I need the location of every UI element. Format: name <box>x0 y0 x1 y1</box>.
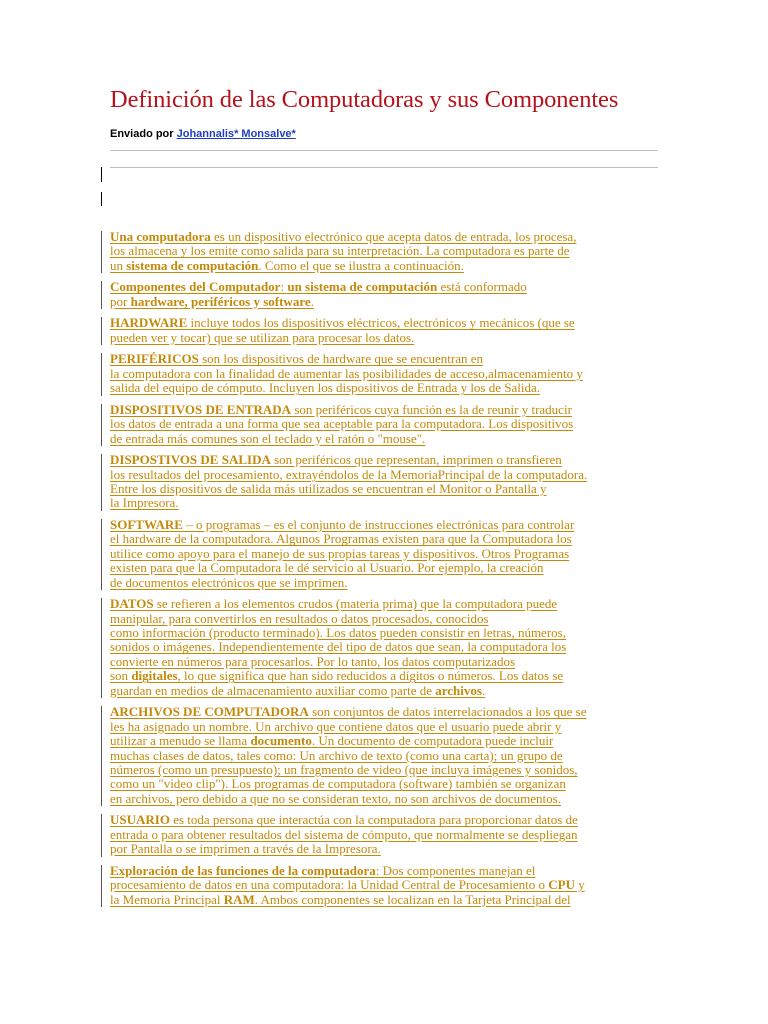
text-link[interactable]: de documentos electrónicos que se imprimen. <box>110 574 348 590</box>
article-paragraph[interactable] <box>110 230 670 273</box>
text-link[interactable]: el hardware de la computadora. Algunos Programas existen para que la Computadora los <box>110 531 572 547</box>
paragraph-line <box>110 576 670 590</box>
paragraph-line <box>110 259 670 273</box>
bold-term-link[interactable]: un sistema de computación <box>287 279 438 295</box>
text-link[interactable]: les ha asignado un nombre. Un archivo que contiene datos que el usuario puede abrir y <box>110 718 562 734</box>
text-link[interactable]: por <box>110 293 131 309</box>
article-paragraph[interactable] <box>110 705 670 806</box>
text-link[interactable]: como un "video clip"). Los programas de computadora (software) también se organizan <box>110 776 566 792</box>
paragraph-line <box>110 626 670 640</box>
text-link[interactable]: la Impresora. <box>110 495 179 511</box>
paragraph-line <box>110 432 670 446</box>
bold-term-link[interactable]: USUARIO <box>110 812 170 828</box>
text-link[interactable]: utilizar a menudo se llama <box>110 733 251 749</box>
text-link[interactable]: los resultados del procesamiento, extrayéndolos de la MemoriaPrincipal de la computadora. <box>110 466 588 482</box>
paragraph-line <box>110 813 670 827</box>
paragraph-line <box>110 720 670 734</box>
article-paragraph[interactable] <box>110 864 670 907</box>
paragraph-line <box>110 878 670 892</box>
text-link[interactable]: . <box>310 293 314 309</box>
text-link[interactable]: son periféricos que representan, imprimen o transfieren <box>270 452 562 468</box>
text-link[interactable]: de entrada más comunes son el teclado y el ratón o "mouse". <box>110 430 426 446</box>
article-paragraph[interactable] <box>110 453 670 511</box>
paragraph-line <box>110 417 670 431</box>
text-link[interactable]: muchas clases de datos, tales como: Un archivo de texto (como una carta); un grupo de <box>110 747 563 763</box>
paragraph-line <box>110 295 670 309</box>
text-link[interactable]: está conformado <box>437 279 527 295</box>
paragraph-line <box>110 763 670 777</box>
paragraph-line <box>110 749 670 763</box>
text-link[interactable]: Entre los dispositivos de salida más utilizados se encuentran el Monitor o Pantalla y <box>110 481 547 497</box>
text-link[interactable]: son periféricos cuya función es la de reunir y traducir <box>291 401 572 417</box>
divider-top <box>110 150 658 151</box>
text-link[interactable]: números (como un presupuesto); un fragmento de video (que incluya imágenes y sonidos, <box>110 761 578 777</box>
text-link[interactable]: : <box>280 279 288 295</box>
article-paragraph[interactable] <box>110 280 670 309</box>
text-link[interactable]: es un dispositivo electrónico que acepta datos de entrada, los procesa, <box>210 229 577 244</box>
bold-term-link[interactable]: hardware, periféricos y software <box>130 293 311 309</box>
paragraph-line <box>110 612 670 626</box>
bold-term-link[interactable]: DATOS <box>110 596 154 612</box>
text-link[interactable]: . Un documento de computadora puede incluir <box>311 733 554 749</box>
text-link[interactable]: como información (producto terminado). Los datos pueden consistir en letras, números, <box>110 625 566 641</box>
paragraph-line <box>110 669 670 683</box>
text-link[interactable]: procesamiento de datos en una computadora: la Unidad Central de Procesamiento o <box>110 877 549 893</box>
bold-term-link[interactable]: DISPOSITIVOS DE ENTRADA <box>110 401 292 417</box>
text-link[interactable]: es toda persona que interactúa con la computadora para proporcionar datos de <box>169 812 578 828</box>
bold-term-link[interactable]: sistema de computación <box>126 257 259 273</box>
byline-prefix: Enviado por <box>110 128 174 140</box>
article-paragraph[interactable] <box>110 316 670 345</box>
paragraph-line <box>110 640 670 654</box>
text-link[interactable]: salida del equipo de cómputo. Incluyen los dispositivos de Entrada y los de Salida. <box>110 380 541 396</box>
paragraph-line <box>110 381 670 395</box>
author-link[interactable]: Johannalis* Monsalve* <box>176 128 296 140</box>
paragraph-line <box>110 453 670 467</box>
text-link[interactable]: incluye todos los dispositivos eléctricos, electrónicos y mecánicos (que se <box>187 315 575 331</box>
paragraph-line <box>110 655 670 669</box>
paragraph-line <box>110 597 670 611</box>
paragraph-line <box>110 468 670 482</box>
text-link[interactable]: pueden ver y tocar) que se utilizan para procesar los datos. <box>110 329 415 345</box>
bold-term-link[interactable]: SOFTWARE <box>110 517 183 533</box>
text-link[interactable]: utilice como apoyo para el manejo de sus propias tareas y dispositivos. Otros Programas <box>110 545 570 561</box>
text-link[interactable]: guardan en medios de almacenamiento auxiliar como parte de <box>110 682 436 698</box>
text-link[interactable]: convierte en números para procesarlos. Por lo tanto, los datos computarizados <box>110 653 516 669</box>
paragraph-line <box>110 684 670 698</box>
paragraph-line <box>110 230 670 244</box>
bold-term-link[interactable]: PERIFÉRICOS <box>110 351 199 367</box>
bold-term-link[interactable]: CPU <box>548 877 575 893</box>
paragraph-line <box>110 352 670 366</box>
text-link[interactable]: la Memoria Principal <box>110 891 224 907</box>
text-link[interactable]: por Pantalla o se imprimen a través de la Impresora. <box>110 841 381 857</box>
paragraph-line <box>110 842 670 856</box>
text-link[interactable]: son <box>110 668 132 684</box>
paragraph-line <box>110 792 670 806</box>
paragraph-line <box>110 280 670 294</box>
text-link[interactable]: en archivos, pero debido a que no se consideran texto, no son archivos de documentos. <box>110 790 561 806</box>
text-link[interactable]: . <box>481 682 486 698</box>
bold-term-link[interactable]: archivos <box>435 682 482 698</box>
bold-term-link[interactable]: ARCHIVOS DE COMPUTADORA <box>110 704 309 720</box>
bold-term-link[interactable]: HARDWARE <box>110 315 188 331</box>
bold-term-link[interactable]: Componentes del Computador <box>110 279 281 295</box>
paragraph-line <box>110 547 670 561</box>
paragraph-line <box>110 367 670 381</box>
paragraph-line <box>110 316 670 330</box>
text-link[interactable]: se refieren a los elementos crudos (materia prima) que la computadora puede <box>153 596 558 612</box>
article-paragraph[interactable] <box>110 597 670 698</box>
article-paragraph[interactable] <box>110 403 670 446</box>
paragraph-line <box>110 561 670 575</box>
text-link[interactable]: sonidos o imágenes. Independientemente del tipo de datos que sean, la computadora los <box>110 639 567 655</box>
bold-term-link[interactable]: digitales <box>131 668 178 684</box>
text-link[interactable]: son los dispositivos de hardware que se encuentran en <box>198 351 483 367</box>
page-title: Definición de las Computadoras y sus Componentes <box>110 86 619 113</box>
article-paragraph[interactable] <box>110 352 670 395</box>
text-link[interactable]: : Dos componentes manejan el <box>375 862 536 878</box>
paragraph-line <box>110 705 670 719</box>
text-link[interactable]: , lo que significa que han sido reducidos a dígitos o números. Los datos se <box>177 668 564 684</box>
text-link[interactable]: – o programas – es el conjunto de instrucciones electrónicas para controlar <box>182 517 575 533</box>
paragraph-line <box>110 518 670 532</box>
paragraph-line <box>110 331 670 345</box>
text-link[interactable]: y <box>574 877 585 893</box>
cursor-mark <box>101 167 102 182</box>
text-link[interactable]: entrada o para obtener resultados del sistema de cómputo, que normalmente se despliegan <box>110 826 578 842</box>
text-link[interactable]: . Como el que se ilustra a continuación. <box>258 257 464 273</box>
text-link[interactable]: los almacena y los emite como salida para su interpretación. La computadora es parte de <box>110 243 570 259</box>
text-link[interactable]: . Ambos componentes se localizan en la Tarjeta Principal del <box>254 891 571 907</box>
text-link[interactable]: manipular, para convertirlos en resultados o datos procesados, conocidos <box>110 610 489 626</box>
paragraph-line <box>110 244 670 258</box>
text-link[interactable]: existen para que la Computadora le dé servicio al Usuario. Por ejemplo, la creación <box>110 560 544 576</box>
bold-term-link[interactable]: Una computadora <box>110 229 211 244</box>
bold-term-link[interactable]: RAM <box>223 891 255 907</box>
article-body <box>110 230 670 914</box>
paragraph-line <box>110 777 670 791</box>
article-paragraph[interactable] <box>110 813 670 856</box>
bold-term-link[interactable]: DISPOSTIVOS DE SALIDA <box>110 452 271 468</box>
paragraph-line <box>110 496 670 510</box>
divider-bottom <box>110 167 658 168</box>
text-link[interactable]: son conjuntos de datos interrelacionados a los que se <box>308 704 587 720</box>
paragraph-line <box>110 734 670 748</box>
text-link[interactable]: la computadora con la finalidad de aumentar las posibilidades de acceso,almacenamiento y <box>110 365 583 381</box>
bold-term-link[interactable]: documento <box>250 733 312 749</box>
text-link[interactable]: un <box>110 257 127 273</box>
paragraph-line <box>110 828 670 842</box>
paragraph-line <box>110 403 670 417</box>
paragraph-line <box>110 864 670 878</box>
byline <box>110 128 296 140</box>
bold-term-link[interactable]: Exploración de las funciones de la computadora <box>110 862 376 878</box>
text-link[interactable]: los datos de entrada a una forma que sea aceptable para la computadora. Los dispositivos <box>110 416 574 432</box>
article-paragraph[interactable] <box>110 518 670 590</box>
paragraph-line <box>110 482 670 496</box>
paragraph-line <box>110 532 670 546</box>
paragraph-line <box>110 893 670 907</box>
cursor-mark <box>101 192 102 206</box>
